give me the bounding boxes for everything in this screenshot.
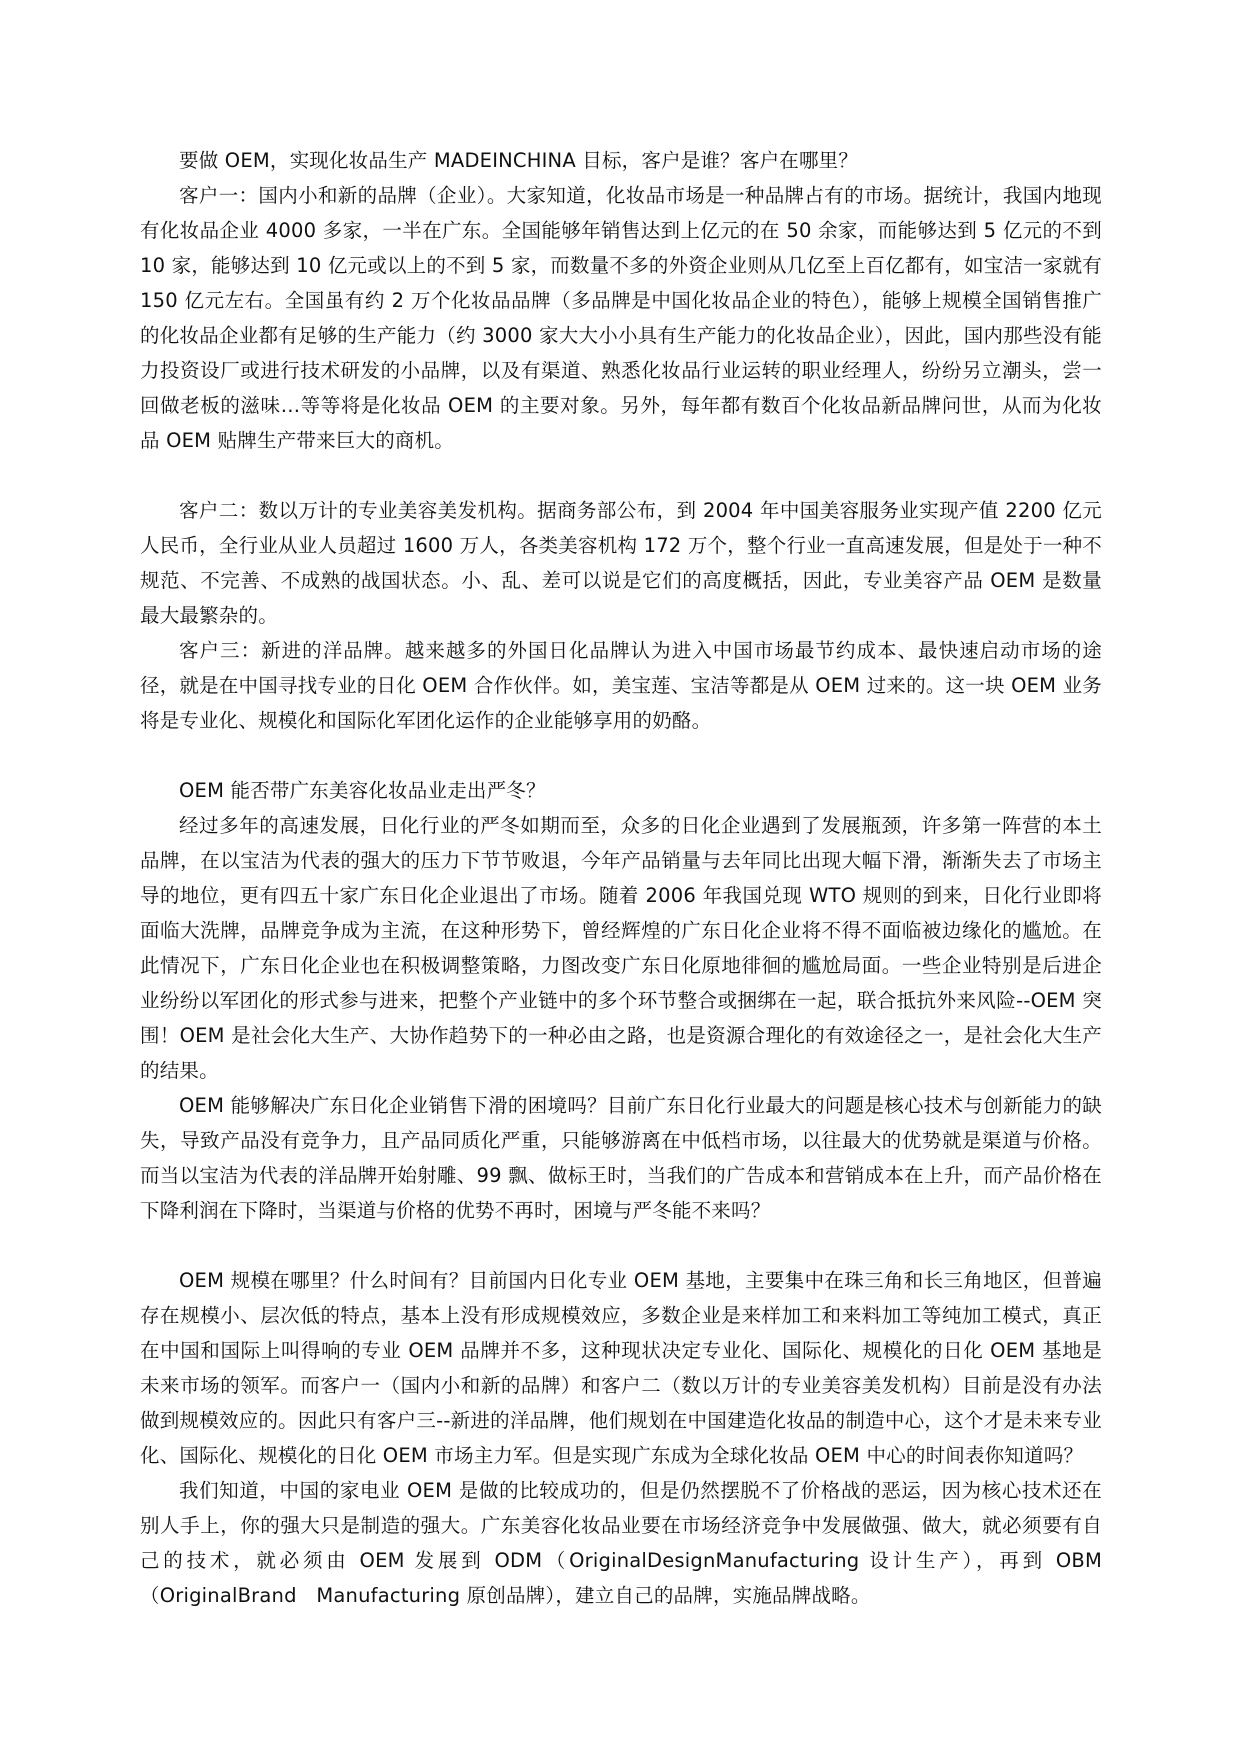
industry-winter-paragraph: 经过多年的高速发展，日化行业的严冬如期而至，众多的日化企业遇到了发展瓶颈，许多第一阵营的本土品牌，在以宝洁为代表的强大的压力下节节败退，今年产品销量与去年同比出现大幅下滑，渐渐失去了市场主导的地位，更有四五十家广东日化企业退出了市场。随着 2006 年我国兑现 WTO 规则的到来，日化行业即将面临大洗牌，品牌竞争成为主流，在这种形势下，曾经辉煌的广东日化企业将不得不面临被边缘化的尴尬。在此情况下，广东日化企业也在积极调整策略，力图改变广东日化原地徘徊的尴尬局面。一些企业特别是后进企业纷纷以军团化的形式参与进来，把整个产业链中的多个环节整合或捆绑在一起，联合抵抗外来风险--OEM 突围！OEM 是社会化大生产、大协作趋势下的一种必由之路，也是资源合理化的有效途径之一，是社会化大生产的结果。 <box>140 814 1102 1082</box>
customer-one-paragraph: 客户一：国内小和新的品牌（企业）。大家知道，化妆品市场是一种品牌占有的市场。据统计，我国内地现有化妆品企业 4000 多家，一半在广东。全国能够年销售达到上亿元的在 50 余家，而能够达到 5 亿元的不到 10 家，能够达到 10 亿元或以上的不到 5 家，而数量不多的外资企业则从几亿至上百亿都有，如宝洁一家就有 150 亿元左右。全国虽有约 2 万个化妆品品牌（多品牌是中国化妆品企业的特色），能够上规模全国销售推广的化妆品企业都有足够的生产能力（约 3000 家大大小小具有生产能力的化妆品企业），因此，国内那些没有能力投资设厂或进行技术研发的小品牌，以及有渠道、熟悉化妆品行业运转的职业经理人，纷纷另立潮头，尝一回做老板的滋味…等等将是化妆品 OEM 的主要对象。另外，每年都有数百个化妆品新品牌问世，从而为化妆品 OEM 贴牌生产带来巨大的商机。 <box>140 184 1102 452</box>
paragraph-gap <box>140 738 1102 773</box>
section-heading-oem-winter: OEM 能否带广东美容化妆品业走出严冬？ <box>179 779 546 802</box>
customer-three-paragraph: 客户三：新进的洋品牌。越来越多的外国日化品牌认为进入中国市场最节约成本、最快速启动市场的途径，就是在中国寻找专业的日化 OEM 合作伙伴。如，美宝莲、宝洁等都是从 OEM 过来的。这一块 OEM 业务将是专业化、规模化和国际化军团化运作的企业能够享用的奶酪。 <box>140 639 1102 732</box>
brand-strategy-paragraph: 我们知道，中国的家电业 OEM 是做的比较成功的，但是仍然摆脱不了价格战的恶运，因为核心技术还在别人手上，你的强大只是制造的强大。广东美容化妆品业要在市场经济竞争中发展做强、做大，就必须要有自己的技术，就必须由 OEM 发展到 ODM（OriginalDesignManufacturing 设计生产），再到 OBM（OriginalBrand Manufacturing 原创品牌），建立自己的品牌，实施品牌战略。 <box>140 1479 1102 1607</box>
customer-two-paragraph: 客户二：数以万计的专业美容美发机构。据商务部公布，到 2004 年中国美容服务业实现产值 2200 亿元人民币，全行业从业人员超过 1600 万人，各类美容机构 172 万个，整个行业一直高速发展，但是处于一种不规范、不完善、不成熟的战国状态。小、乱、差可以说是它们的高度概括，因此，专业美容产品 OEM 是数量最大最繁杂的。 <box>140 499 1102 627</box>
question-intro-paragraph: 要做 OEM，实现化妆品生产 MADEINCHINA 目标，客户是谁？客户在哪里？ <box>179 149 859 172</box>
paragraph-gap <box>140 1228 1102 1263</box>
paragraph-gap <box>140 458 1102 493</box>
sales-decline-paragraph: OEM 能够解决广东日化企业销售下滑的困境吗？目前广东日化行业最大的问题是核心技术与创新能力的缺失，导致产品没有竞争力，且产品同质化严重，只能够游离在中低档市场，以往最大的优势就是渠道与价格。而当以宝洁为代表的洋品牌开始射雕、99 飘、做标王时，当我们的广告成本和营销成本在上升，而产品价格在下降利润在下降时，当渠道与价格的优势不再时，困境与严冬能不来吗？ <box>140 1094 1102 1222</box>
document-page <box>140 143 1102 1613</box>
oem-scale-paragraph: OEM 规模在哪里？什么时间有？目前国内日化专业 OEM 基地，主要集中在珠三角和长三角地区，但普遍存在规模小、层次低的特点，基本上没有形成规模效应，多数企业是来样加工和来料加工等纯加工模式，真正在中国和国际上叫得响的专业 OEM 品牌并不多，这种现状决定专业化、国际化、规模化的日化 OEM 基地是未来市场的领军。而客户一（国内小和新的品牌）和客户二（数以万计的专业美容美发机构）目前是没有办法做到规模效应的。因此只有客户三--新进的洋品牌，他们规划在中国建造化妆品的制造中心，这个才是未来专业化、国际化、规模化的日化 OEM 市场主力军。但是实现广东成为全球化妆品 OEM 中心的时间表你知道吗？ <box>140 1269 1102 1467</box>
